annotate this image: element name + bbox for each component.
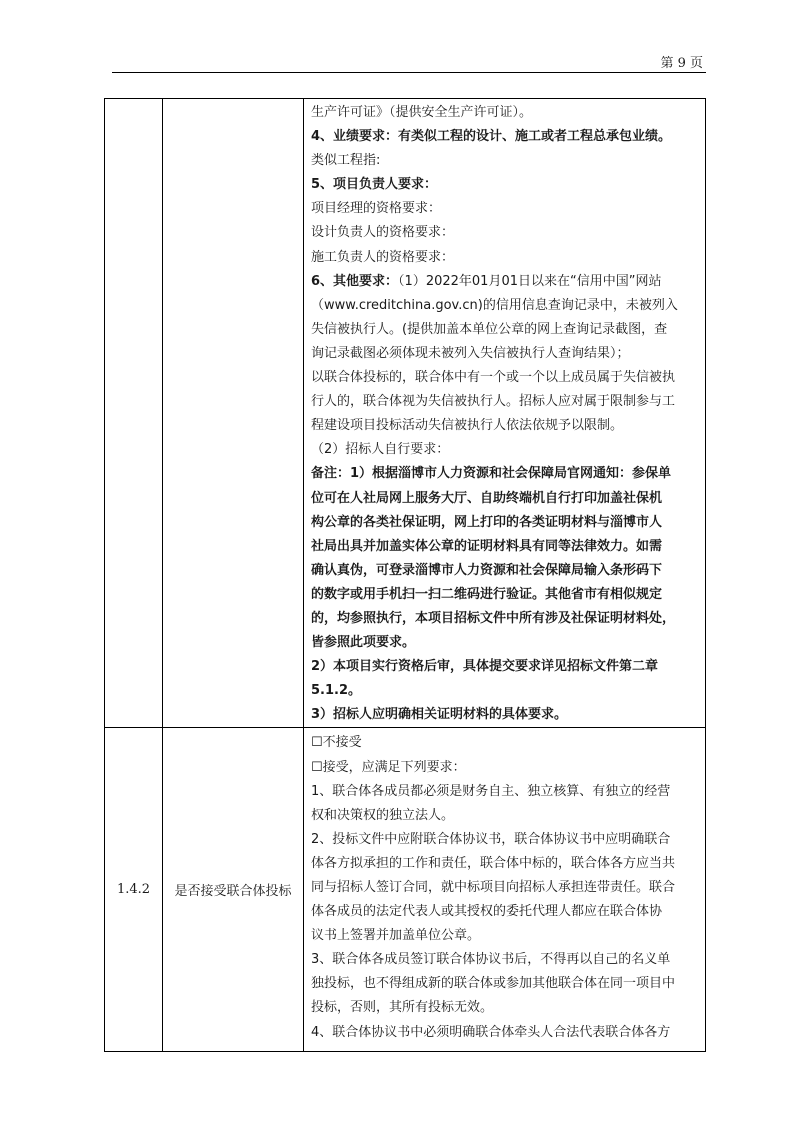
row-id-cell (105, 99, 163, 728)
content-line (311, 780, 700, 804)
line-text: 行人的，联合体视为失信被执行人。招标人应对属于限制参与工 (311, 394, 676, 410)
content-line (311, 559, 700, 583)
line-text: 位可在人社局网上服务大厅、自助终端机自行打印加盖社保机 (311, 490, 663, 506)
line-text: 4、业绩要求：有类似工程的设计、施工或者工程总承包业绩。 (311, 129, 672, 145)
content-line (311, 583, 700, 607)
line-text: 询记录截图必须体现未被列入失信被执行人查询结果）； (311, 345, 630, 361)
line-text: （www.creditchina.gov.cn)的信用信息查询记录中，未被列入 (311, 297, 678, 313)
content-line (311, 972, 700, 996)
line-text: 确认真伪，可登录淄博市人力资源和社会保障局输入条形码下 (311, 562, 663, 578)
line-text: ☐不接受 (311, 735, 362, 751)
row-content-cell (304, 728, 706, 1052)
line-text: 独投标，也不得组成新的联合体或参加其他联合体在同一项目中 (311, 976, 676, 992)
content-line (311, 173, 700, 197)
content-line (311, 703, 700, 727)
line-text: 类似工程指: (311, 153, 381, 169)
line-text: 议书上签署并加盖单位公章。 (311, 928, 481, 944)
content-line (311, 511, 700, 535)
content-line (311, 631, 700, 655)
content-line (311, 246, 700, 270)
content-line (311, 221, 700, 245)
content-line (311, 318, 700, 342)
table-row-joint-bid (105, 728, 706, 1052)
line-text: 项目经理的资格要求： (311, 201, 442, 217)
content-line (311, 366, 700, 390)
line-text: 体各方拟承担的工作和责任，联合体中标的，联合体各方应当共 (311, 855, 676, 871)
content-line (311, 101, 700, 125)
content-line (311, 655, 700, 679)
content-line (311, 197, 700, 221)
line-text: 投标，否则，其所有投标无效。 (311, 1000, 494, 1016)
content-line (311, 390, 700, 414)
line-text: 以联合体投标的，联合体中有一个或一个以上成员属于失信被执 (311, 370, 676, 386)
content-line (311, 149, 700, 173)
content-line (311, 876, 700, 900)
content-line (311, 756, 700, 780)
content-line (311, 462, 700, 486)
line-text: 社局出具并加盖实体公章的证明材料具有同等法律效力。如需 (311, 538, 663, 554)
bid-requirements-table (104, 98, 706, 1052)
row-content-cell (304, 99, 706, 728)
content-line (311, 438, 700, 462)
line-text: 设计负责人的资格要求： (311, 225, 455, 241)
content-line (311, 948, 700, 972)
line-text: 5、项目负责人要求： (311, 177, 438, 193)
content-lines (311, 731, 700, 1044)
content-line (311, 996, 700, 1020)
line-text: 1、联合体各成员都必须是财务自主、独立核算、有独立的经营 (311, 783, 671, 799)
line-text: 失信被执行人。(提供加盖本单位公章的网上查询记录截图，查 (311, 321, 668, 337)
line-text: 5.1.2。 (311, 683, 362, 699)
line-text: 构公章的各类社保证明，网上打印的各类证明材料与淄博市人 (311, 514, 663, 530)
content-line (311, 607, 700, 631)
content-line (311, 804, 700, 828)
line-text: 3）招标人应明确相关证明材料的具体要求。 (311, 707, 568, 723)
content-line (311, 535, 700, 559)
line-text: 权和决策权的独立法人。 (311, 807, 455, 823)
content-line (311, 828, 700, 852)
row-id-cell: 1.4.2 (105, 728, 163, 1052)
content-lines (311, 101, 700, 727)
content-line (311, 487, 700, 511)
row-label-cell (163, 99, 304, 728)
line-text: 备注：1）根据淄博市人力资源和社会保障局官网通知：参保单 (311, 466, 672, 482)
line-text: 体各成员的法定代表人或其授权的委托代理人都应在联合体协 (311, 904, 663, 920)
table-row-qualification (105, 99, 706, 728)
line-text: （2）招标人自行要求： (311, 442, 450, 458)
row-label-cell: 是否接受联合体投标 (163, 728, 304, 1052)
content-line (311, 125, 700, 149)
content-line (311, 1021, 700, 1045)
line-text: 施工负责人的资格要求： (311, 249, 455, 265)
line-text: 的，均参照执行，本项目招标文件中所有涉及社保证明材料处， (311, 610, 676, 626)
content-line (311, 852, 700, 876)
content-line (311, 900, 700, 924)
content-line (311, 679, 700, 703)
header-rule (112, 72, 706, 73)
line-text: 2、投标文件中应附联合体协议书，联合体协议书中应明确联合 (311, 831, 671, 847)
line-text: 4、联合体协议书中必须明确联合体牵头人合法代表联合体各方 (311, 1024, 671, 1040)
line-text: 生产许可证》（提供安全生产许可证）。 (311, 105, 533, 120)
line-text: 皆参照此项要求。 (311, 635, 416, 651)
page-number: 第 9 页 (660, 56, 703, 71)
line-text: 程建设项目投标活动失信被执行人依法依规予以限制。 (311, 418, 624, 434)
line-text: 的数字或用手机扫一扫二维码进行验证。其他省市有相似规定 (311, 586, 663, 602)
line-heading: 6、其他要求： (311, 273, 399, 289)
content-line (311, 414, 700, 438)
line-text: ☐接受，应满足下列要求： (311, 759, 466, 775)
content-line (311, 342, 700, 366)
line-text: （1）2022年01月01日以来在“信用中国”网站 (398, 273, 662, 289)
content-line (311, 924, 700, 948)
content-line (311, 294, 700, 318)
line-text: 同与招标人签订合同，就中标项目向招标人承担连带责任。联合 (311, 880, 676, 895)
line-text: 3、联合体各成员签订联合体协议书后，不得再以自己的名义单 (311, 952, 671, 968)
content-line (311, 270, 700, 294)
line-text: 2）本项目实行资格后审，具体提交要求详见招标文件第二章 (311, 659, 659, 675)
content-line (311, 731, 700, 755)
